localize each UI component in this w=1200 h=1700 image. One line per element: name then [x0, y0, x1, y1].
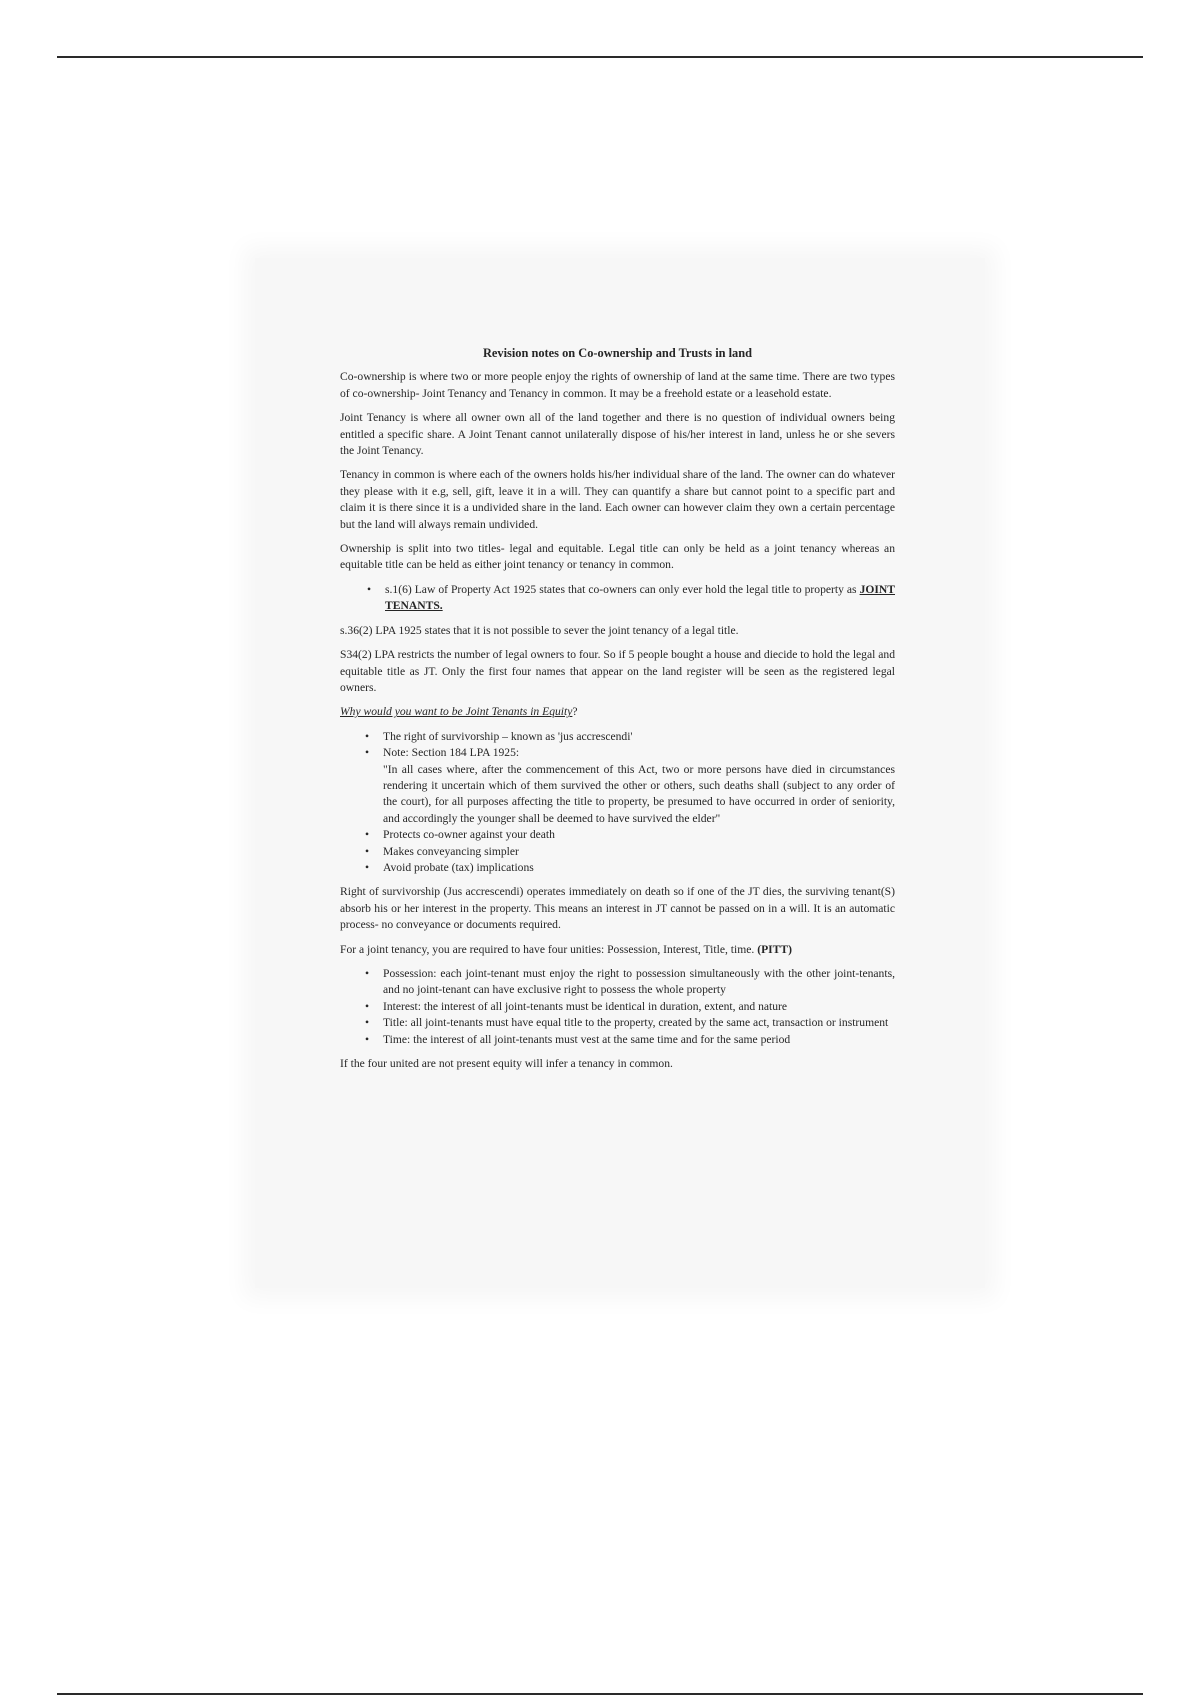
paragraph-closing: If the four united are not present equity will infer a tenancy in common.	[340, 1057, 673, 1071]
list-item-lpa-s1-6	[385, 582, 895, 615]
list-item-interest: • Interest: the interest of all joint-tenants must be identical in duration, extent, and nature	[383, 999, 895, 1015]
joint-tenants-emphasis: JOINT TENANTS.	[385, 582, 895, 613]
paragraph-four-unities	[340, 942, 895, 958]
paragraph-s36: s.36(2) LPA 1925 states that it is not possible to sever the joint tenancy of a legal title.	[340, 623, 739, 637]
section-184-note: Note: Section 184 LPA 1925:	[383, 746, 520, 760]
lpa-bullet-list	[340, 582, 895, 615]
bottom-rule	[57, 1693, 1143, 1695]
section-184-quote: "In all cases where, after the commencement of this Act, two or more persons have died in circumstances rendering it uncertain which of them survived the other or others, such deaths shall (subject to any order of the court), for all purposes affecting the title to property, be presumed to have occurred in order of seniority, and accordingly the younger shall be deemed to have survived the elder"	[383, 762, 895, 825]
document-content	[340, 345, 895, 1080]
why-heading-mark: ?	[572, 705, 578, 719]
unities-list	[340, 966, 895, 1048]
list-item-conveyancing: • Makes conveyancing simpler	[383, 844, 895, 860]
list-item-time: • Time: the interest of all joint-tenants must vest at the same time and for the same period	[383, 1032, 895, 1048]
paragraph-co-ownership: Co-ownership is where two or more people enjoy the rights of ownership of land at the same time. There are two types of co-ownership- Joint Tenancy and Tenancy in common. It may be a freehold estate or a leasehold estate.	[340, 370, 895, 400]
why-heading-line	[340, 704, 895, 720]
why-list	[340, 729, 895, 877]
paragraph-joint-tenancy: Joint Tenancy is where all owner own all of the land together and there is no question of individual owners being entitled a specific share. A Joint Tenant cannot unilaterally dispose of his/her interest in land, unless he or she severs the Joint Tenancy.	[340, 411, 895, 458]
list-item-survivorship: • The right of survivorship – known as 'jus accrescendi'	[383, 729, 895, 745]
list-item-probate: • Avoid probate (tax) implications	[383, 860, 895, 876]
list-item-protects: • Protects co-owner against your death	[383, 827, 895, 843]
paragraph-s34: S34(2) LPA restricts the number of legal owners to four. So if 5 people bought a house and diecide to hold the legal and equitable title as JT. Only the first four names that appear on the land register will be seen as the registered legal owners.	[340, 648, 895, 694]
paragraph-ownership-split: Ownership is split into two titles- legal and equitable. Legal title can only be held as a joint tenancy whereas an equitable title can be held as either joint tenancy or tenancy in common.	[340, 542, 895, 572]
lpa-bullet-text: s.1(6) Law of Property Act 1925 states that co-owners can only ever hold the legal title to property as	[385, 582, 860, 596]
paragraph-tenancy-in-common: Tenancy in common is where each of the owners holds his/her individual share of the land. The owner can do whatever they please with it e.g, sell, gift, leave it in a will. They can quantify a share but cannot point to a specific part and claim it is there since it is a undivided share in the land. Each owner can however claim they own a certain percentage but the land will always remain undivided.	[340, 468, 895, 531]
list-item-title: • Title: all joint-tenants must have equal title to the property, created by the same act, transaction or instrument	[383, 1015, 895, 1031]
document-title: Revision notes on Co-ownership and Trusts in land	[482, 346, 753, 360]
four-unities-text: For a joint tenancy, you are required to have four unities: Possession, Interest, Title, time.	[340, 942, 758, 956]
top-rule	[57, 56, 1143, 58]
list-item-possession: • Possession: each joint-tenant must enjoy the right to possession simultaneously with the other joint-tenants, and no joint-tenant can have exclusive right to possess the whole property	[383, 966, 895, 999]
why-heading: Why would you want to be Joint Tenants in Equity	[340, 705, 573, 719]
paragraph-right-of-survivorship: Right of survivorship (Jus accrescendi) operates immediately on death so if one of the JT dies, the surviving tenant(S) absorb his or her interest in the property. This means an interest in JT cannot be passed on in a will. It is an automatic process- no conveyance or documents required.	[340, 885, 895, 932]
pitt-emphasis: (PITT)	[757, 942, 792, 956]
list-item-section-184	[383, 745, 895, 827]
